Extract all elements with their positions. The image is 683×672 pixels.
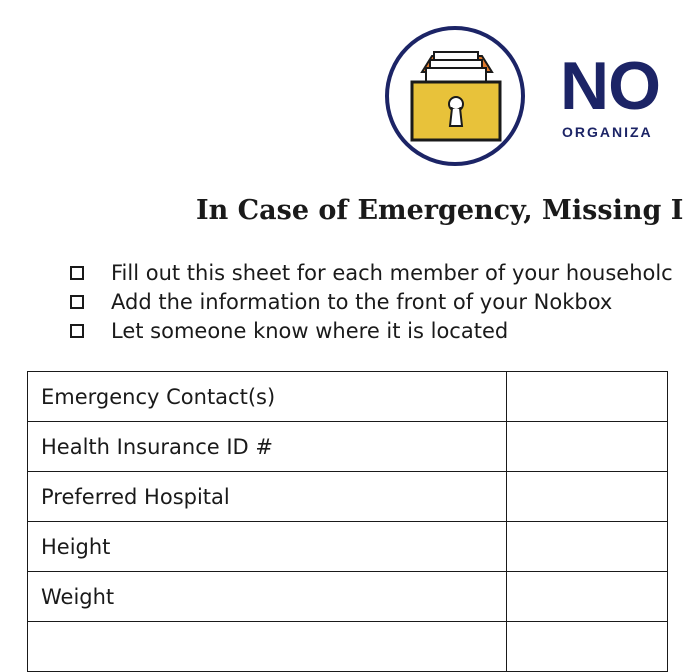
checklist-item <box>70 316 673 345</box>
checkbox-icon[interactable] <box>70 295 84 309</box>
row-value-field[interactable] <box>507 522 668 572</box>
brand-tagline: ORGANIZA <box>562 124 653 140</box>
table-row <box>28 472 668 522</box>
row-label: Weight <box>28 572 507 622</box>
table-row <box>28 372 668 422</box>
checkbox-icon[interactable] <box>70 266 84 280</box>
table-row <box>28 522 668 572</box>
row-value-field[interactable] <box>507 472 668 522</box>
row-label: Health Insurance ID # <box>28 422 507 472</box>
row-label: Emergency Contact(s) <box>28 372 507 422</box>
row-label: Preferred Hospital <box>28 472 507 522</box>
instruction-checklist <box>70 258 673 345</box>
row-label <box>28 622 507 672</box>
table-row <box>28 622 668 672</box>
checklist-item-label: Fill out this sheet for each member of your householc <box>111 260 673 285</box>
row-value-field[interactable] <box>507 622 668 672</box>
row-value-field[interactable] <box>507 372 668 422</box>
checklist-item <box>70 258 673 287</box>
checklist-item-label: Let someone know where it is located <box>111 318 509 343</box>
row-value-field[interactable] <box>507 422 668 472</box>
page-title: In Case of Emergency, Missing I <box>196 195 683 226</box>
checklist-item-label: Add the information to the front of your Nokbox <box>111 289 613 314</box>
table-row <box>28 422 668 472</box>
emergency-info-table <box>27 371 668 672</box>
brand-name: NO <box>560 48 660 124</box>
checkbox-icon[interactable] <box>70 324 84 338</box>
checklist-item <box>70 287 673 316</box>
row-value-field[interactable] <box>507 572 668 622</box>
table-row <box>28 572 668 622</box>
row-label: Height <box>28 522 507 572</box>
file-drawer-icon <box>400 42 512 154</box>
